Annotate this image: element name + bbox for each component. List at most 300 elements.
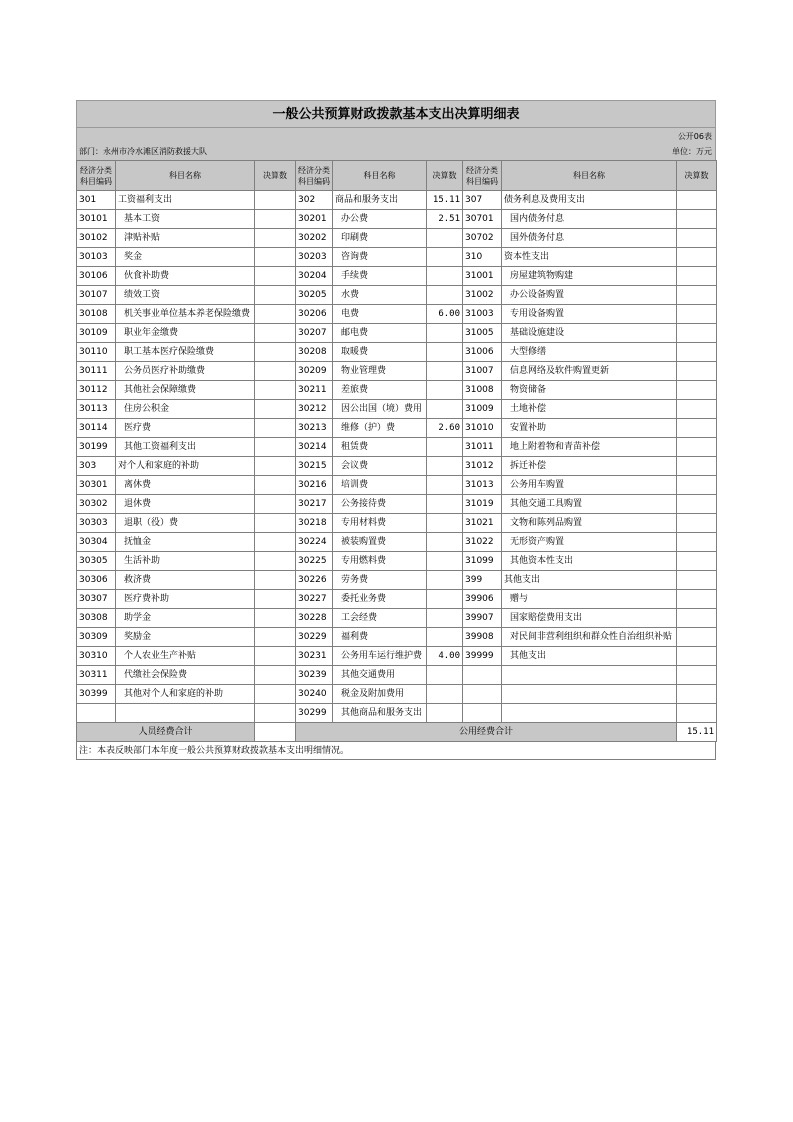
table-row (77, 514, 717, 533)
cell-amount (677, 552, 717, 571)
cell-amount (427, 685, 463, 704)
cell-code: 30108 (77, 305, 116, 324)
cell-amount (427, 267, 463, 286)
table-body (77, 191, 717, 723)
cell-code: 31022 (463, 533, 502, 552)
cell-name: 职工基本医疗保险缴费 (116, 343, 255, 362)
cell-code: 31002 (463, 286, 502, 305)
cell-code (77, 704, 116, 723)
cell-amount (677, 343, 717, 362)
cell-name: 咨询费 (333, 248, 427, 267)
cell-amount (255, 438, 296, 457)
cell-amount (677, 476, 717, 495)
cell-code: 39906 (463, 590, 502, 609)
cell-name: 税金及附加费用 (333, 685, 427, 704)
cell-name: 退职（役）费 (116, 514, 255, 533)
cell-amount (255, 628, 296, 647)
cell-name: 专用设备购置 (502, 305, 677, 324)
cell-amount (677, 267, 717, 286)
cell-name: 物业管理费 (333, 362, 427, 381)
table-row (77, 229, 717, 248)
cell-code: 31005 (463, 324, 502, 343)
cell-amount (255, 343, 296, 362)
cell-amount (677, 609, 717, 628)
cell-name (502, 704, 677, 723)
cell-code: 30307 (77, 590, 116, 609)
cell-amount (427, 438, 463, 457)
cell-code: 30301 (77, 476, 116, 495)
cell-code (463, 685, 502, 704)
cell-code: 30702 (463, 229, 502, 248)
cell-name: 其他工资福利支出 (116, 438, 255, 457)
header-name: 科目名称 (502, 161, 677, 191)
cell-name: 会议费 (333, 457, 427, 476)
cell-amount (255, 666, 296, 685)
cell-amount (427, 552, 463, 571)
cell-amount (255, 267, 296, 286)
cell-code: 30306 (77, 571, 116, 590)
cell-name (502, 685, 677, 704)
cell-amount (677, 647, 717, 666)
cell-amount (677, 324, 717, 343)
cell-amount (255, 609, 296, 628)
cell-name: 公务员医疗补助缴费 (116, 362, 255, 381)
cell-code: 30701 (463, 210, 502, 229)
cell-code: 30240 (296, 685, 333, 704)
cell-code: 30101 (77, 210, 116, 229)
cell-name: 公务用车购置 (502, 476, 677, 495)
cell-name: 国内债务付息 (502, 210, 677, 229)
cell-code: 30103 (77, 248, 116, 267)
cell-code: 30239 (296, 666, 333, 685)
cell-code: 30229 (296, 628, 333, 647)
cell-name: 被装购置费 (333, 533, 427, 552)
cell-name: 手续费 (333, 267, 427, 286)
table-row (77, 362, 717, 381)
cell-name: 水费 (333, 286, 427, 305)
cell-name: 基础设施建设 (502, 324, 677, 343)
cell-amount (427, 381, 463, 400)
public-total-label: 公用经费合计 (296, 723, 677, 742)
cell-code: 30114 (77, 419, 116, 438)
cell-name: 大型修缮 (502, 343, 677, 362)
cell-name: 商品和服务支出 (333, 191, 427, 210)
cell-name: 伙食补助费 (116, 267, 255, 286)
cell-code: 31007 (463, 362, 502, 381)
cell-amount (677, 286, 717, 305)
cell-name: 办公费 (333, 210, 427, 229)
cell-amount (427, 704, 463, 723)
table-row (77, 438, 717, 457)
cell-amount (255, 419, 296, 438)
cell-code: 31001 (463, 267, 502, 286)
cell-code: 30215 (296, 457, 333, 476)
table-row (77, 590, 717, 609)
cell-code: 30211 (296, 381, 333, 400)
cell-code: 30216 (296, 476, 333, 495)
cell-code: 30304 (77, 533, 116, 552)
cell-amount (677, 685, 717, 704)
cell-code: 30299 (296, 704, 333, 723)
cell-code: 30208 (296, 343, 333, 362)
cell-name: 其他对个人和家庭的补助 (116, 685, 255, 704)
cell-code: 30302 (77, 495, 116, 514)
cell-name: 因公出国（境）费用 (333, 400, 427, 419)
cell-name: 工资福利支出 (116, 191, 255, 210)
cell-name: 其他社会保障缴费 (116, 381, 255, 400)
cell-code: 30226 (296, 571, 333, 590)
cell-amount (427, 628, 463, 647)
table-row (77, 267, 717, 286)
cell-amount (427, 324, 463, 343)
cell-code: 31019 (463, 495, 502, 514)
cell-name: 差旅费 (333, 381, 427, 400)
table-row (77, 495, 717, 514)
cell-name: 助学金 (116, 609, 255, 628)
table-row (77, 704, 717, 723)
cell-code: 30110 (77, 343, 116, 362)
cell-name: 抚恤金 (116, 533, 255, 552)
cell-code: 31099 (463, 552, 502, 571)
cell-code: 39999 (463, 647, 502, 666)
cell-code: 30203 (296, 248, 333, 267)
cell-name: 福利费 (333, 628, 427, 647)
cell-amount (677, 438, 717, 457)
cell-code: 30209 (296, 362, 333, 381)
table-row (77, 191, 717, 210)
cell-code (463, 666, 502, 685)
unit-label: 单位：万元 (672, 147, 712, 156)
cell-code: 39908 (463, 628, 502, 647)
cell-name: 维修（护）费 (333, 419, 427, 438)
cell-name: 电费 (333, 305, 427, 324)
table-row (77, 419, 717, 438)
cell-name: 资本性支出 (502, 248, 677, 267)
expenditure-table (76, 160, 717, 742)
cell-amount (255, 590, 296, 609)
cell-code: 30225 (296, 552, 333, 571)
cell-name: 绩效工资 (116, 286, 255, 305)
cell-code: 30227 (296, 590, 333, 609)
cell-code: 30309 (77, 628, 116, 647)
cell-code: 30111 (77, 362, 116, 381)
cell-amount (677, 495, 717, 514)
table-header-row (77, 161, 717, 191)
cell-amount (255, 248, 296, 267)
header-code: 经济分类科目编码 (77, 161, 116, 191)
cell-amount (255, 685, 296, 704)
cell-amount (677, 704, 717, 723)
cell-name: 医疗费补助 (116, 590, 255, 609)
cell-code: 30214 (296, 438, 333, 457)
cell-code: 39907 (463, 609, 502, 628)
cell-amount (677, 248, 717, 267)
cell-code: 30106 (77, 267, 116, 286)
cell-name: 奖金 (116, 248, 255, 267)
cell-amount (427, 400, 463, 419)
cell-name: 国家赔偿费用支出 (502, 609, 677, 628)
cell-code: 30311 (77, 666, 116, 685)
cell-amount: 6.00 (427, 305, 463, 324)
table-row (77, 685, 717, 704)
totals-row (77, 723, 717, 742)
cell-name: 退休费 (116, 495, 255, 514)
cell-code: 30107 (77, 286, 116, 305)
cell-code: 31011 (463, 438, 502, 457)
cell-code: 31013 (463, 476, 502, 495)
cell-name (502, 666, 677, 685)
cell-code: 307 (463, 191, 502, 210)
cell-code: 31021 (463, 514, 502, 533)
header-name: 科目名称 (333, 161, 427, 191)
cell-code: 30218 (296, 514, 333, 533)
cell-amount (677, 666, 717, 685)
cell-amount: 4.00 (427, 647, 463, 666)
table-row (77, 324, 717, 343)
cell-amount: 15.11 (427, 191, 463, 210)
cell-amount (677, 457, 717, 476)
cell-name: 专用燃料费 (333, 552, 427, 571)
cell-name: 安置补助 (502, 419, 677, 438)
cell-amount (255, 191, 296, 210)
personnel-total-value (255, 723, 296, 742)
cell-amount (255, 457, 296, 476)
cell-code: 31008 (463, 381, 502, 400)
table-row (77, 552, 717, 571)
cell-amount (427, 514, 463, 533)
cell-name: 印刷费 (333, 229, 427, 248)
cell-amount (427, 457, 463, 476)
cell-amount (677, 514, 717, 533)
table-row (77, 609, 717, 628)
cell-name: 其他资本性支出 (502, 552, 677, 571)
cell-name: 办公设备购置 (502, 286, 677, 305)
header-amount: 决算数 (255, 161, 296, 191)
cell-name: 邮电费 (333, 324, 427, 343)
cell-amount (677, 571, 717, 590)
cell-code: 30207 (296, 324, 333, 343)
cell-name: 国外债务付息 (502, 229, 677, 248)
cell-amount (427, 571, 463, 590)
cell-name: 培训费 (333, 476, 427, 495)
cell-name: 离休费 (116, 476, 255, 495)
cell-amount (255, 229, 296, 248)
cell-name: 公务用车运行维护费 (333, 647, 427, 666)
header-amount: 决算数 (427, 161, 463, 191)
cell-amount (255, 495, 296, 514)
header-code: 经济分类科目编码 (463, 161, 502, 191)
cell-code: 30399 (77, 685, 116, 704)
cell-amount (427, 590, 463, 609)
cell-code: 30310 (77, 647, 116, 666)
cell-amount (677, 362, 717, 381)
cell-amount (427, 362, 463, 381)
cell-amount (677, 191, 717, 210)
cell-name: 土地补偿 (502, 400, 677, 419)
cell-name: 其他交通工具购置 (502, 495, 677, 514)
header-amount: 决算数 (677, 161, 717, 191)
cell-code: 31006 (463, 343, 502, 362)
cell-name: 个人农业生产补贴 (116, 647, 255, 666)
cell-amount (255, 647, 296, 666)
cell-code: 30212 (296, 400, 333, 419)
cell-amount (677, 210, 717, 229)
cell-name (116, 704, 255, 723)
table-row (77, 400, 717, 419)
cell-amount (255, 571, 296, 590)
cell-name: 代缴社会保险费 (116, 666, 255, 685)
cell-name: 物资储备 (502, 381, 677, 400)
table-row (77, 666, 717, 685)
cell-name: 租赁费 (333, 438, 427, 457)
cell-code: 30204 (296, 267, 333, 286)
cell-amount (427, 248, 463, 267)
cell-amount: 2.60 (427, 419, 463, 438)
cell-code (463, 704, 502, 723)
cell-amount (677, 400, 717, 419)
cell-code: 303 (77, 457, 116, 476)
cell-amount (677, 533, 717, 552)
cell-amount (255, 362, 296, 381)
cell-amount (255, 533, 296, 552)
table-row (77, 343, 717, 362)
cell-name: 地上附着物和青苗补偿 (502, 438, 677, 457)
table-row (77, 533, 717, 552)
cell-code: 31003 (463, 305, 502, 324)
cell-amount (677, 590, 717, 609)
cell-amount (677, 628, 717, 647)
cell-amount (427, 229, 463, 248)
table-row (77, 210, 717, 229)
table-note: 注：本表反映部门本年度一般公共预算财政拨款基本支出明细情况。 (76, 742, 716, 760)
cell-amount (427, 343, 463, 362)
cell-name: 机关事业单位基本养老保险缴费 (116, 305, 255, 324)
cell-name: 职业年金缴费 (116, 324, 255, 343)
table-row (77, 476, 717, 495)
cell-amount (255, 305, 296, 324)
cell-amount (255, 552, 296, 571)
cell-code: 30303 (77, 514, 116, 533)
cell-code: 30305 (77, 552, 116, 571)
cell-code: 302 (296, 191, 333, 210)
cell-amount (255, 210, 296, 229)
department-label: 部门：永州市冷水滩区消防救援大队 (79, 147, 207, 156)
cell-amount (427, 495, 463, 514)
cell-amount: 2.51 (427, 210, 463, 229)
cell-name: 公务接待费 (333, 495, 427, 514)
cell-name: 其他交通费用 (333, 666, 427, 685)
cell-name: 文物和陈列品购置 (502, 514, 677, 533)
cell-name: 奖励金 (116, 628, 255, 647)
cell-amount (427, 533, 463, 552)
cell-code: 30308 (77, 609, 116, 628)
cell-name: 工会经费 (333, 609, 427, 628)
header-name: 科目名称 (116, 161, 255, 191)
table-row (77, 457, 717, 476)
table-row (77, 286, 717, 305)
report-meta (76, 128, 716, 160)
cell-name: 基本工资 (116, 210, 255, 229)
cell-code: 30205 (296, 286, 333, 305)
cell-name: 劳务费 (333, 571, 427, 590)
personnel-total-label: 人员经费合计 (77, 723, 255, 742)
cell-code: 30202 (296, 229, 333, 248)
cell-amount (255, 381, 296, 400)
cell-amount (677, 419, 717, 438)
cell-name: 无形资产购置 (502, 533, 677, 552)
cell-name: 赠与 (502, 590, 677, 609)
cell-code: 30102 (77, 229, 116, 248)
cell-amount (255, 514, 296, 533)
table-row (77, 647, 717, 666)
cell-amount (427, 476, 463, 495)
cell-amount (255, 400, 296, 419)
cell-amount (255, 324, 296, 343)
cell-amount (255, 704, 296, 723)
cell-code: 30112 (77, 381, 116, 400)
cell-name: 取暖费 (333, 343, 427, 362)
report-sheet (76, 100, 716, 760)
form-number: 公开06表 (677, 132, 712, 141)
cell-amount (255, 286, 296, 305)
cell-code: 31009 (463, 400, 502, 419)
cell-name: 委托业务费 (333, 590, 427, 609)
cell-code: 30109 (77, 324, 116, 343)
cell-name: 住房公积金 (116, 400, 255, 419)
cell-amount (677, 229, 717, 248)
cell-amount (677, 305, 717, 324)
cell-code: 30217 (296, 495, 333, 514)
cell-name: 津贴补贴 (116, 229, 255, 248)
cell-name: 专用材料费 (333, 514, 427, 533)
cell-amount (677, 381, 717, 400)
cell-name: 医疗费 (116, 419, 255, 438)
cell-code: 301 (77, 191, 116, 210)
cell-name: 其他支出 (502, 571, 677, 590)
cell-code: 30213 (296, 419, 333, 438)
cell-code: 31012 (463, 457, 502, 476)
cell-name: 救济费 (116, 571, 255, 590)
public-total-value: 15.11 (677, 723, 717, 742)
cell-name: 其他商品和服务支出 (333, 704, 427, 723)
table-row (77, 381, 717, 400)
cell-code: 31010 (463, 419, 502, 438)
cell-code: 30199 (77, 438, 116, 457)
report-title: 一般公共预算财政拨款基本支出决算明细表 (76, 100, 716, 128)
cell-name: 生活补助 (116, 552, 255, 571)
cell-code: 399 (463, 571, 502, 590)
cell-name: 信息网络及软件购置更新 (502, 362, 677, 381)
cell-code: 30201 (296, 210, 333, 229)
cell-name: 对民间非营利组织和群众性自治组织补贴 (502, 628, 677, 647)
cell-amount (427, 609, 463, 628)
cell-code: 30228 (296, 609, 333, 628)
cell-code: 30113 (77, 400, 116, 419)
table-row (77, 571, 717, 590)
cell-name: 拆迁补偿 (502, 457, 677, 476)
cell-code: 310 (463, 248, 502, 267)
cell-name: 其他支出 (502, 647, 677, 666)
cell-amount (427, 286, 463, 305)
table-row (77, 305, 717, 324)
cell-code: 30231 (296, 647, 333, 666)
cell-code: 30206 (296, 305, 333, 324)
cell-code: 30224 (296, 533, 333, 552)
cell-name: 对个人和家庭的补助 (116, 457, 255, 476)
cell-name: 债务利息及费用支出 (502, 191, 677, 210)
cell-amount (255, 476, 296, 495)
table-row (77, 628, 717, 647)
